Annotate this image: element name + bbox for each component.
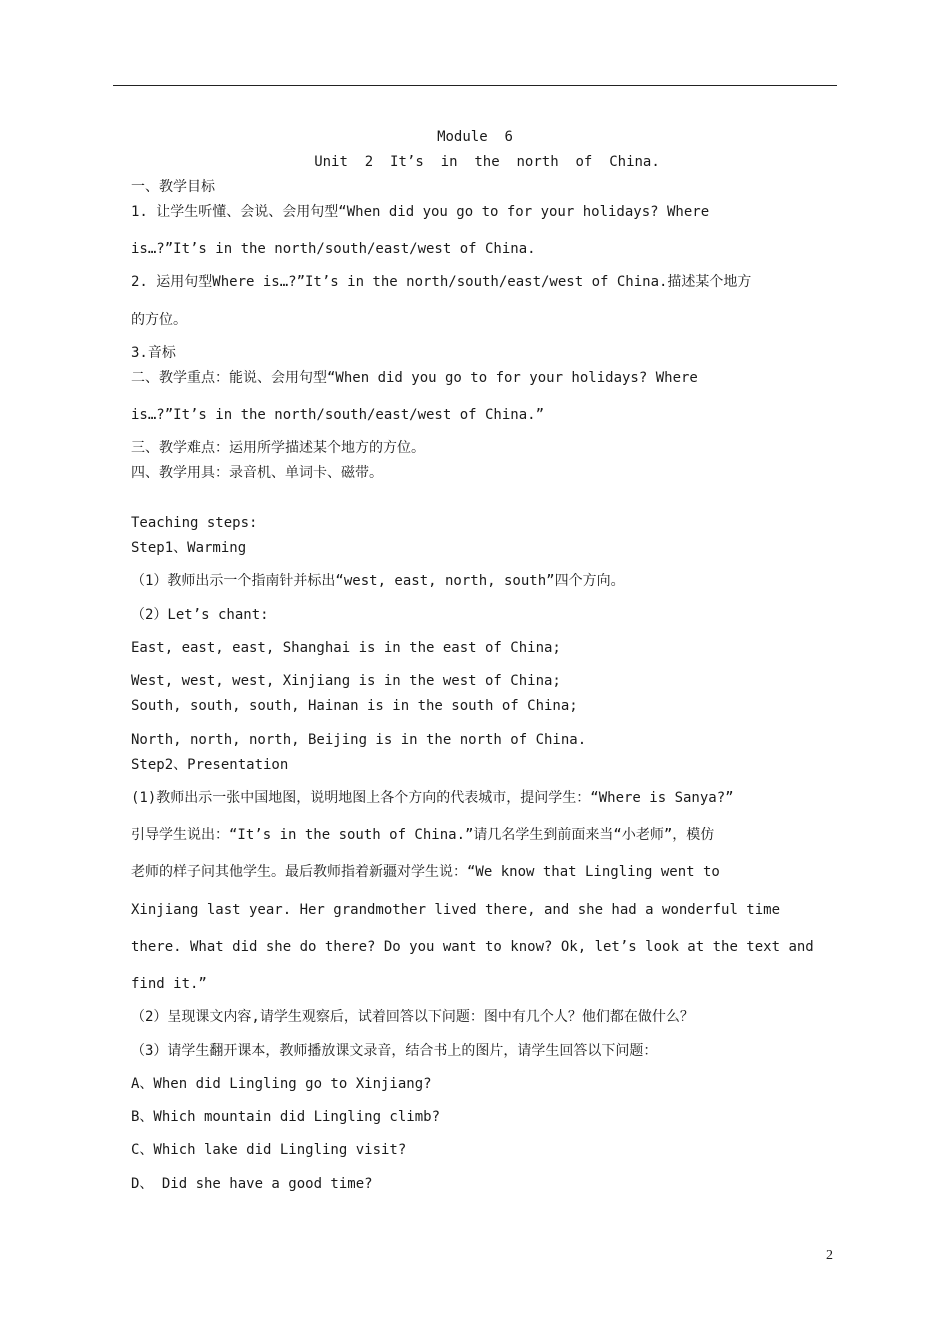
text-line: there. What did she do there? Do you want to know? Ok, let’s look at the text and (131, 939, 814, 955)
section-heading-difficulties: 三、教学难点：运用所学描述某个地方的方位。 (131, 440, 425, 456)
text-line: （1）教师出示一个指南针并标出“west, east, north, south”四个方向。 (131, 573, 625, 589)
step2-heading: Step2、Presentation (131, 757, 289, 773)
question-a: A、When did Lingling go to Xinjiang? (131, 1076, 432, 1092)
text-line: is…?”It’s in the north/south/east/west of China. (131, 241, 536, 257)
text-line: 2. 运用句型Where is…?”It’s in the north/south/east/west of China.描述某个地方 (131, 274, 752, 290)
step1-heading: Step1、Warming (131, 540, 247, 556)
text-line: 引导学生说出：“It’s in the south of China.”请几名学生到前面来当“小老师”，模仿 (131, 827, 715, 843)
teaching-steps-heading: Teaching steps: (131, 515, 258, 531)
page-number: 2 (826, 1248, 833, 1263)
text-line: （2）呈现课文内容,请学生观察后，试着回答以下问题：图中有几个人？他们都在做什么？ (131, 1009, 694, 1025)
text-line: (1)教师出示一张中国地图，说明地图上各个方向的代表城市，提问学生：“Where is Sanya?” (131, 790, 734, 806)
chant-line: East, east, east, Shanghai is in the east of China; (131, 640, 561, 656)
text-line: Xinjiang last year. Her grandmother lived there, and she had a wonderful time (131, 902, 781, 918)
section-heading-key-points: 二、教学重点：能说、会用句型“When did you go to for your holidays? Where (131, 370, 698, 386)
text-line: （3）请学生翻开课本，教师播放课文录音，结合书上的图片，请学生回答以下问题： (131, 1043, 658, 1059)
question-d: D、 Did she have a good time? (131, 1176, 373, 1192)
question-c: C、Which lake did Lingling visit? (131, 1142, 407, 1158)
section-heading-objectives: 一、教学目标 (131, 179, 215, 195)
header-rule (113, 85, 837, 86)
unit-title: Unit 2 It’s in the north of China. (314, 154, 660, 170)
question-b: B、Which mountain did Lingling climb? (131, 1109, 441, 1125)
text-line: 1. 让学生听懂、会说、会用句型“When did you go to for your holidays? Where (131, 204, 710, 220)
module-title: Module 6 (437, 129, 513, 145)
text-line: （2）Let’s chant: (131, 607, 269, 623)
text-line: find it.” (131, 976, 207, 992)
text-line: 3.音标 (131, 345, 176, 361)
chant-line: West, west, west, Xinjiang is in the west of China; (131, 673, 561, 689)
chant-line: North, north, north, Beijing is in the north of China. (131, 732, 587, 748)
section-heading-tools: 四、教学用具：录音机、单词卡、磁带。 (131, 465, 383, 481)
text-line: 老师的样子问其他学生。最后教师指着新疆对学生说：“We know that Lingling went to (131, 864, 720, 880)
text-line: 的方位。 (131, 312, 187, 328)
chant-line: South, south, south, Hainan is in the south of China; (131, 698, 578, 714)
text-line: is…?”It’s in the north/south/east/west of China.” (131, 407, 545, 423)
